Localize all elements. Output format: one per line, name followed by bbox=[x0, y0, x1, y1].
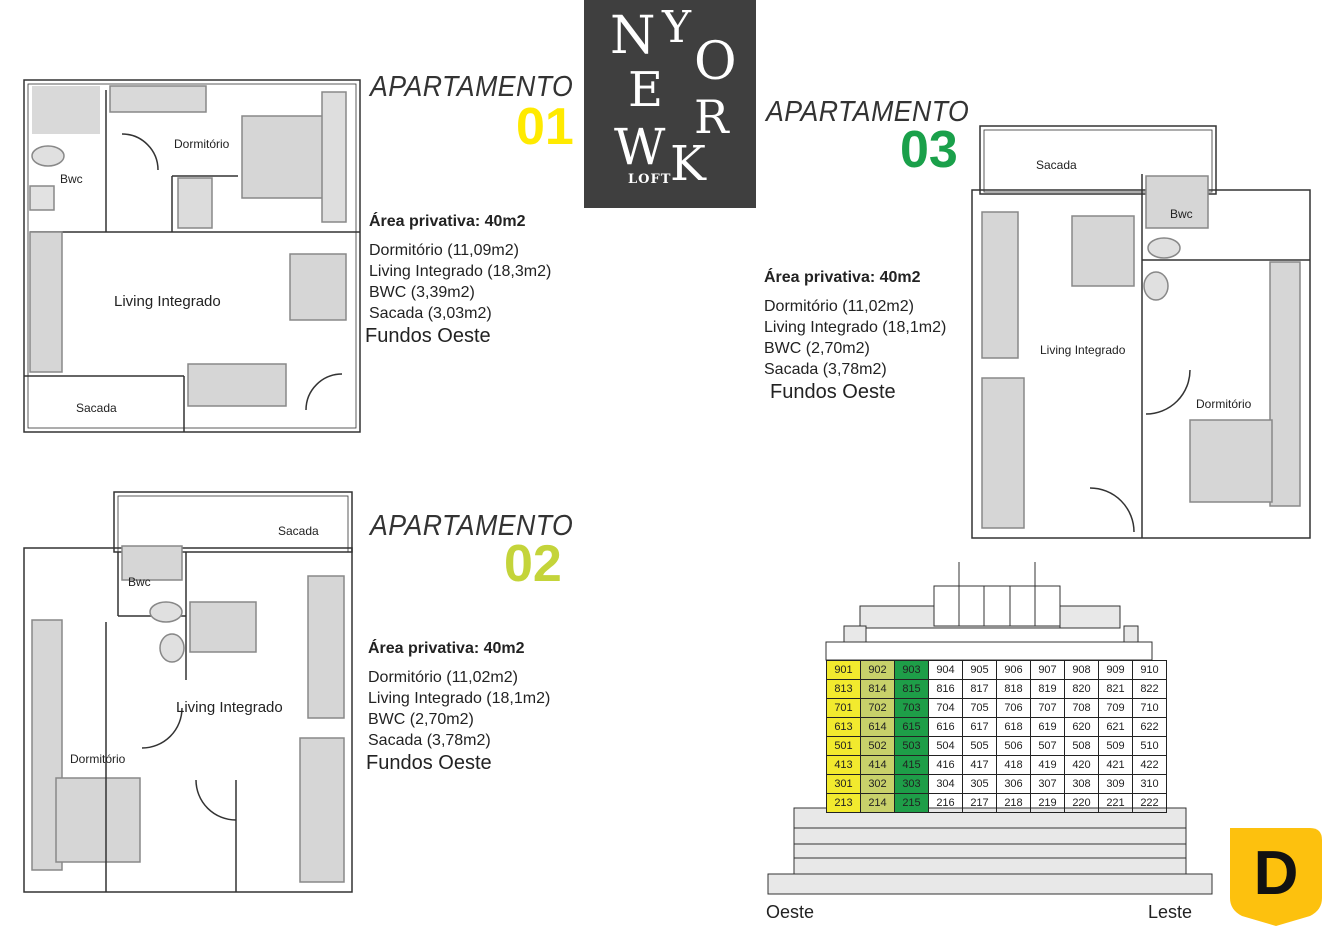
unit-cell: 213 bbox=[827, 794, 861, 813]
room-line: Dormitório (11,09m2) bbox=[369, 242, 519, 259]
apartment-02-number: 02 bbox=[504, 535, 562, 593]
unit-cell: 708 bbox=[1065, 699, 1099, 718]
plan2-bwc-label: Bwc bbox=[128, 575, 151, 589]
apartment-01-heading: APARTAMENTO bbox=[370, 71, 574, 103]
unit-cell: 813 bbox=[827, 680, 861, 699]
floor-row bbox=[827, 756, 1167, 775]
unit-cell: 909 bbox=[1099, 661, 1133, 680]
west-label: Oeste bbox=[766, 902, 815, 922]
unit-cell: 709 bbox=[1099, 699, 1133, 718]
floor-row bbox=[827, 699, 1167, 718]
unit-cell: 215 bbox=[895, 794, 929, 813]
area-privativa: Área privativa: 40m2 bbox=[368, 640, 525, 657]
unit-cell: 902 bbox=[861, 661, 895, 680]
plan3-living-label: Living Integrado bbox=[1040, 343, 1126, 357]
unit-cell: 507 bbox=[1031, 737, 1065, 756]
plan2-living-label: Living Integrado bbox=[176, 699, 283, 716]
unit-cell: 503 bbox=[895, 737, 929, 756]
unit-cell: 415 bbox=[895, 756, 929, 775]
floor-row bbox=[827, 794, 1167, 813]
room-line: Living Integrado (18,3m2) bbox=[369, 263, 552, 280]
unit-cell: 217 bbox=[963, 794, 997, 813]
logo-letter: K bbox=[670, 136, 706, 192]
floor-row bbox=[827, 775, 1167, 794]
unit-cell: 616 bbox=[929, 718, 963, 737]
area-privativa: Área privativa: 40m2 bbox=[369, 213, 526, 230]
facing-label: Fundos Oeste bbox=[365, 325, 491, 347]
unit-cell: 306 bbox=[997, 775, 1031, 794]
d-badge-icon bbox=[1228, 826, 1324, 928]
unit-cell: 706 bbox=[997, 699, 1031, 718]
unit-cell: 504 bbox=[929, 737, 963, 756]
unit-cell: 510 bbox=[1133, 737, 1167, 756]
unit-cell: 701 bbox=[827, 699, 861, 718]
plan-apartment-03 bbox=[972, 126, 1310, 538]
unit-cell: 906 bbox=[997, 661, 1031, 680]
unit-cell: 305 bbox=[963, 775, 997, 794]
plan1-living-label: Living Integrado bbox=[114, 293, 221, 310]
unit-cell: 622 bbox=[1133, 718, 1167, 737]
unit-cell: 814 bbox=[861, 680, 895, 699]
unit-cell: 816 bbox=[929, 680, 963, 699]
unit-cell: 509 bbox=[1099, 737, 1133, 756]
logo-letter: E bbox=[628, 62, 664, 118]
unit-cell: 617 bbox=[963, 718, 997, 737]
unit-cell: 308 bbox=[1065, 775, 1099, 794]
apartment-02-info bbox=[368, 638, 550, 774]
unit-cell: 221 bbox=[1099, 794, 1133, 813]
unit-cell: 422 bbox=[1133, 756, 1167, 775]
plan3-dormitorio-label: Dormitório bbox=[1196, 397, 1252, 411]
logo-letter: Y bbox=[662, 2, 692, 53]
unit-cell: 703 bbox=[895, 699, 929, 718]
plan-apartment-01 bbox=[24, 80, 360, 432]
facing-label: Fundos Oeste bbox=[770, 381, 896, 403]
floor-row bbox=[827, 737, 1167, 756]
unit-cell: 908 bbox=[1065, 661, 1099, 680]
room-line: Living Integrado (18,1m2) bbox=[764, 319, 947, 336]
plan1-sacada-label: Sacada bbox=[76, 401, 117, 415]
unit-cell: 621 bbox=[1099, 718, 1133, 737]
unit-cell: 614 bbox=[861, 718, 895, 737]
unit-cell: 817 bbox=[963, 680, 997, 699]
plan1-bwc-label: Bwc bbox=[60, 172, 83, 186]
unit-cell: 910 bbox=[1133, 661, 1167, 680]
unit-cell: 904 bbox=[929, 661, 963, 680]
unit-cell: 704 bbox=[929, 699, 963, 718]
apartment-01-info bbox=[365, 211, 552, 347]
apartment-03-info bbox=[764, 267, 946, 403]
room-line: BWC (2,70m2) bbox=[368, 711, 474, 728]
unit-cell: 219 bbox=[1031, 794, 1065, 813]
unit-cell: 502 bbox=[861, 737, 895, 756]
unit-cell: 302 bbox=[861, 775, 895, 794]
floor-row bbox=[827, 661, 1167, 680]
room-line: Sacada (3,78m2) bbox=[368, 732, 491, 749]
unit-cell: 301 bbox=[827, 775, 861, 794]
logo-letter: O bbox=[694, 32, 737, 92]
unit-cell: 505 bbox=[963, 737, 997, 756]
room-line: BWC (3,39m2) bbox=[369, 284, 475, 301]
unit-cell: 819 bbox=[1031, 680, 1065, 699]
unit-cell: 815 bbox=[895, 680, 929, 699]
unit-cell: 903 bbox=[895, 661, 929, 680]
unit-cell: 620 bbox=[1065, 718, 1099, 737]
unit-cell: 508 bbox=[1065, 737, 1099, 756]
unit-cell: 821 bbox=[1099, 680, 1133, 699]
unit-cell: 901 bbox=[827, 661, 861, 680]
unit-cell: 820 bbox=[1065, 680, 1099, 699]
unit-cell: 303 bbox=[895, 775, 929, 794]
unit-cell: 214 bbox=[861, 794, 895, 813]
logo-sub: LOFT bbox=[628, 172, 672, 187]
unit-cell: 414 bbox=[861, 756, 895, 775]
unit-cell: 413 bbox=[827, 756, 861, 775]
floor-row bbox=[827, 680, 1167, 699]
unit-cell: 615 bbox=[895, 718, 929, 737]
unit-cell: 905 bbox=[963, 661, 997, 680]
unit-cell: 907 bbox=[1031, 661, 1065, 680]
logo-letter: R bbox=[694, 90, 729, 144]
logo-letter: W bbox=[614, 118, 666, 176]
unit-cell: 818 bbox=[997, 680, 1031, 699]
plan1-dormitorio-label: Dormitório bbox=[174, 137, 230, 151]
plan3-sacada-label: Sacada bbox=[1036, 158, 1077, 172]
facing-label: Fundos Oeste bbox=[366, 752, 492, 774]
plan2-dormitorio-label: Dormitório bbox=[70, 752, 126, 766]
unit-cell: 417 bbox=[963, 756, 997, 775]
unit-cell: 501 bbox=[827, 737, 861, 756]
area-privativa: Área privativa: 40m2 bbox=[764, 269, 921, 286]
apartment-03-heading: APARTAMENTO bbox=[766, 96, 970, 128]
room-line: BWC (2,70m2) bbox=[764, 340, 870, 357]
room-line: Dormitório (11,02m2) bbox=[764, 298, 914, 315]
unit-cell: 309 bbox=[1099, 775, 1133, 794]
unit-cell: 702 bbox=[861, 699, 895, 718]
unit-cell: 506 bbox=[997, 737, 1031, 756]
unit-cell: 421 bbox=[1099, 756, 1133, 775]
unit-cell: 618 bbox=[997, 718, 1031, 737]
unit-cell: 416 bbox=[929, 756, 963, 775]
unit-cell: 420 bbox=[1065, 756, 1099, 775]
floor-row bbox=[827, 718, 1167, 737]
unit-cell: 310 bbox=[1133, 775, 1167, 794]
apartment-01-number: 01 bbox=[516, 98, 574, 156]
unit-cell: 710 bbox=[1133, 699, 1167, 718]
unit-cell: 304 bbox=[929, 775, 963, 794]
plan3-bwc-label: Bwc bbox=[1170, 207, 1193, 221]
ny-loft-logo bbox=[584, 0, 756, 208]
plan-apartment-02 bbox=[24, 492, 352, 892]
logo-letter: N bbox=[610, 6, 656, 66]
apartment-03-number: 03 bbox=[900, 121, 958, 179]
plan2-sacada-label: Sacada bbox=[278, 524, 319, 538]
room-line: Dormitório (11,02m2) bbox=[368, 669, 518, 686]
unit-cell: 705 bbox=[963, 699, 997, 718]
unit-grid bbox=[826, 660, 1167, 813]
room-line: Sacada (3,78m2) bbox=[764, 361, 887, 378]
unit-cell: 619 bbox=[1031, 718, 1065, 737]
unit-cell: 218 bbox=[997, 794, 1031, 813]
unit-cell: 418 bbox=[997, 756, 1031, 775]
unit-cell: 307 bbox=[1031, 775, 1065, 794]
unit-cell: 707 bbox=[1031, 699, 1065, 718]
unit-cell: 216 bbox=[929, 794, 963, 813]
badge-letter: D bbox=[1253, 839, 1299, 908]
unit-cell: 220 bbox=[1065, 794, 1099, 813]
unit-cell: 419 bbox=[1031, 756, 1065, 775]
apartment-02-heading: APARTAMENTO bbox=[370, 510, 574, 542]
unit-cell: 822 bbox=[1133, 680, 1167, 699]
room-line: Sacada (3,03m2) bbox=[369, 305, 492, 322]
unit-cell: 222 bbox=[1133, 794, 1167, 813]
east-label: Leste bbox=[1148, 902, 1193, 922]
unit-cell: 613 bbox=[827, 718, 861, 737]
room-line: Living Integrado (18,1m2) bbox=[368, 690, 551, 707]
